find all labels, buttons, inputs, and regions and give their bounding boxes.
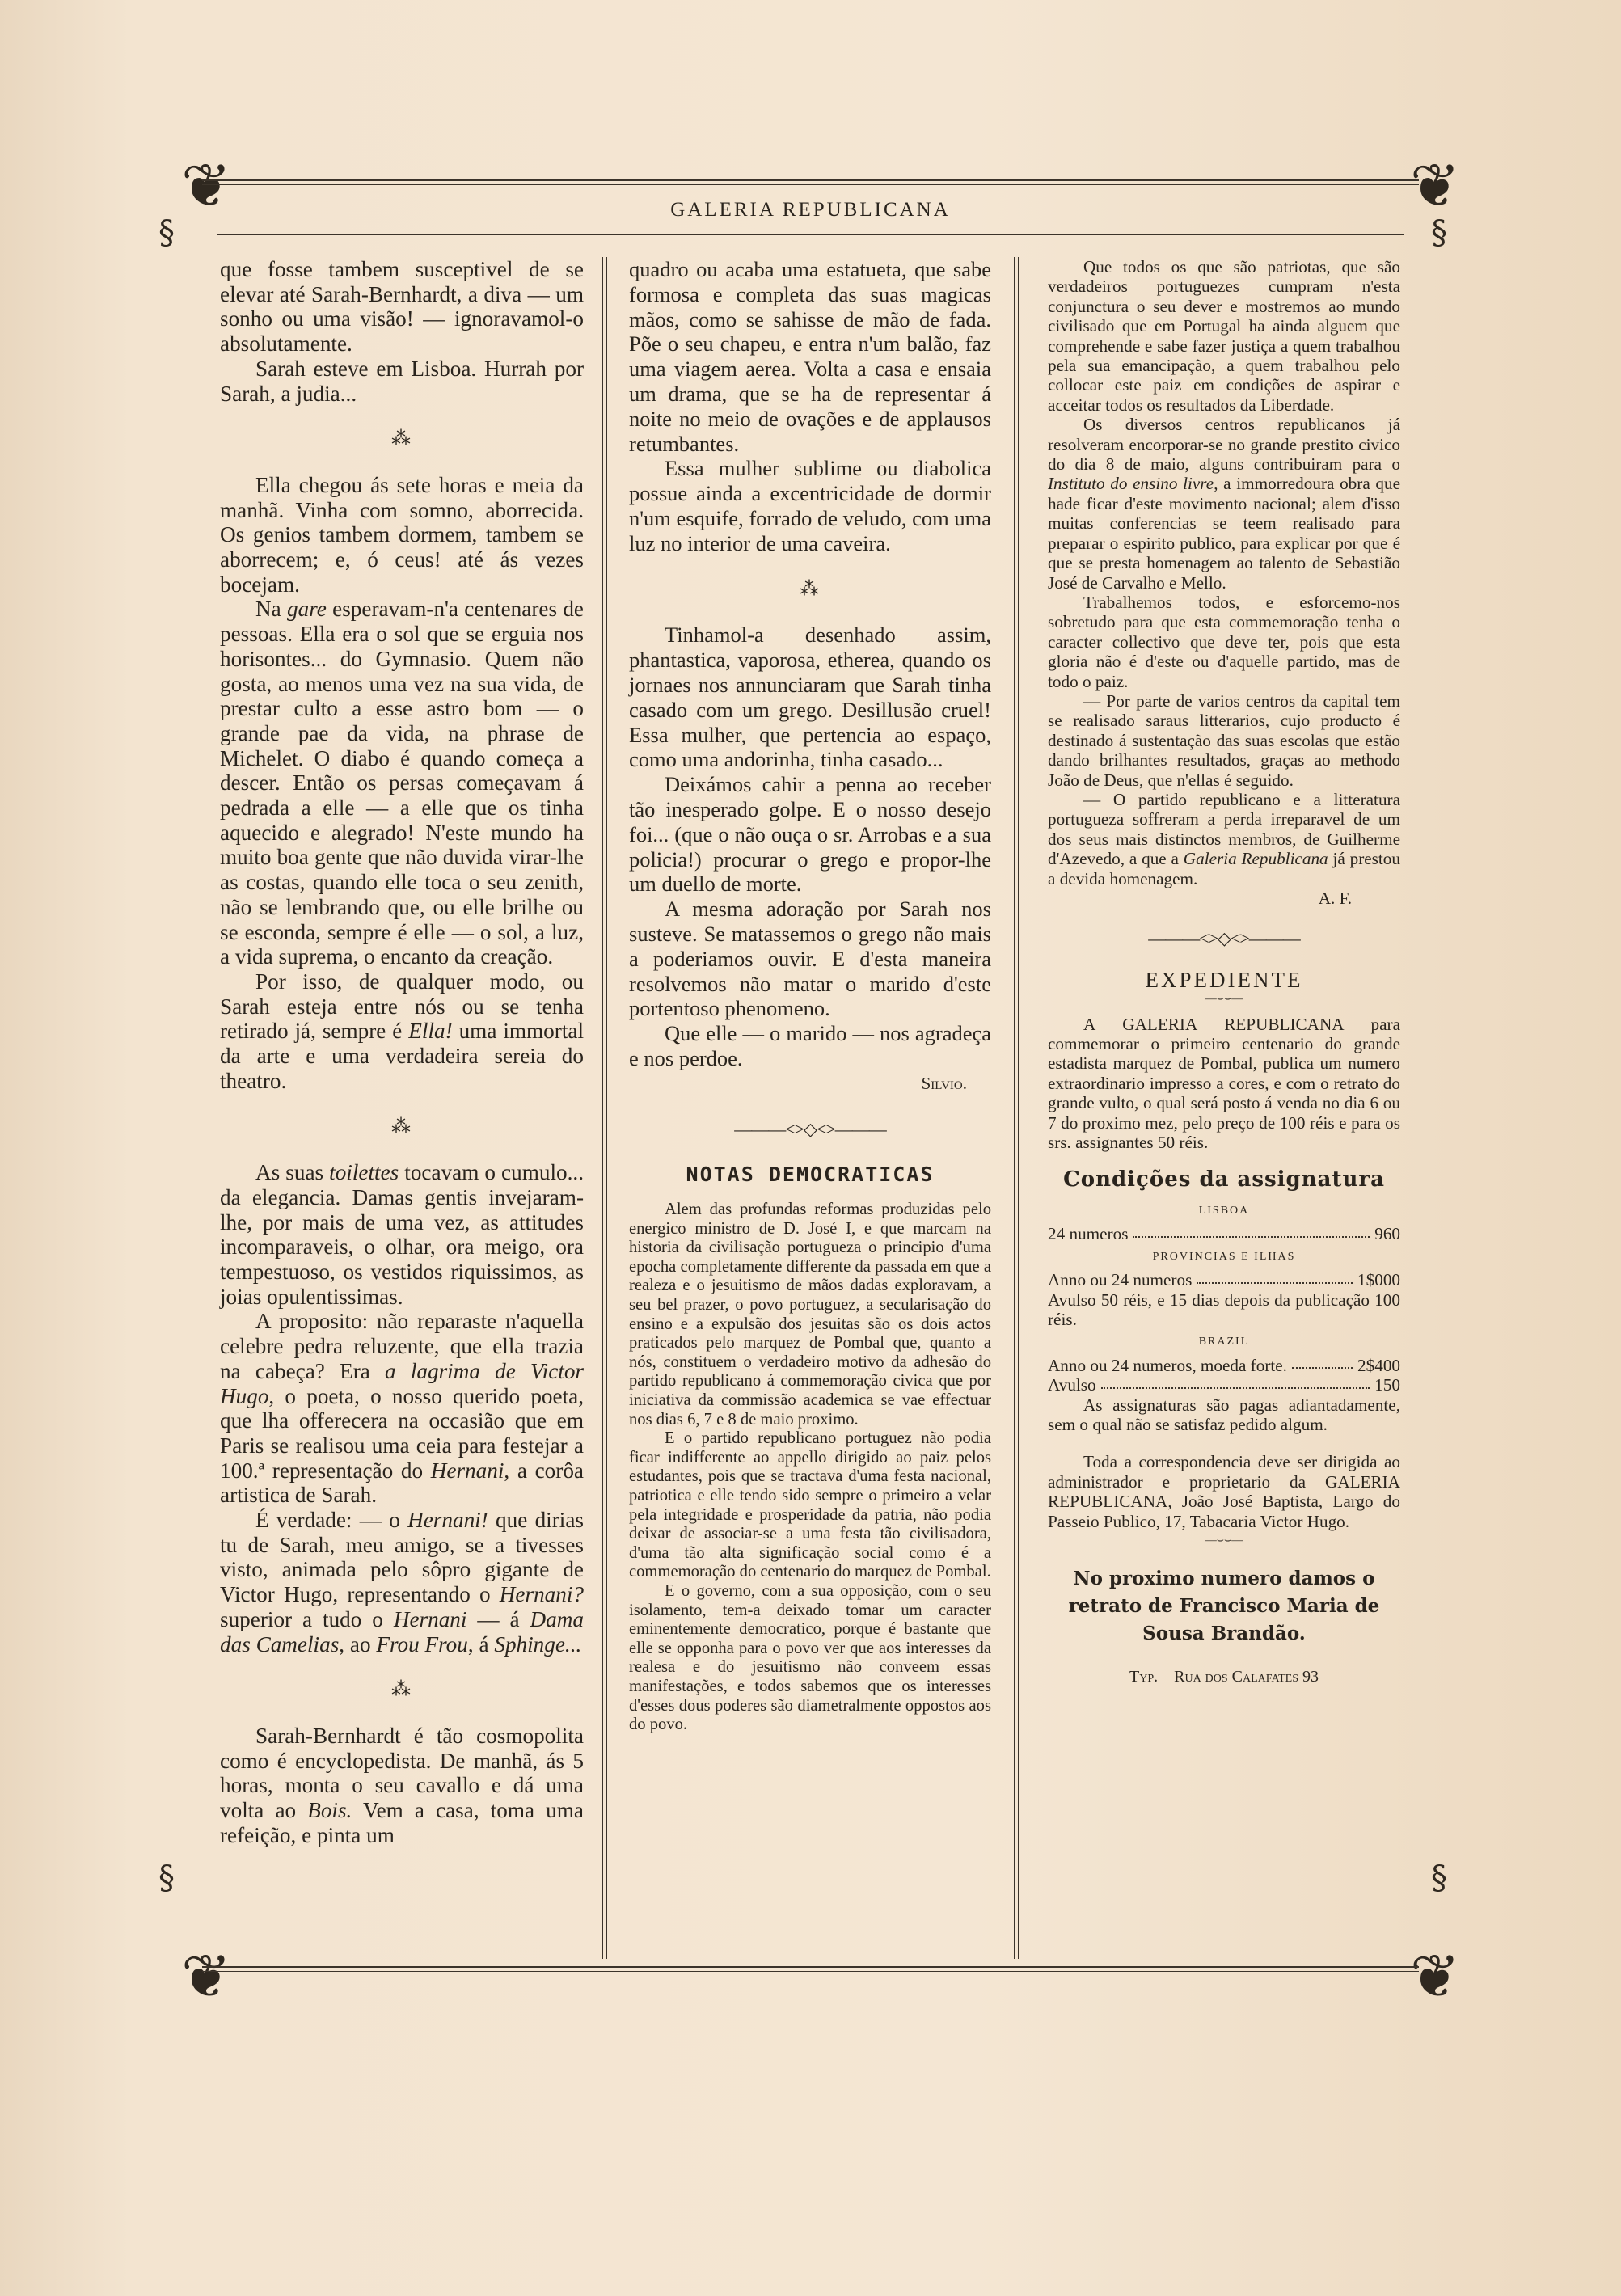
region-label: BRAZIL: [1198, 1336, 1250, 1348]
header-rule: [217, 234, 1404, 235]
printer-imprint: Typ.—Rua dos Calafates 93: [1129, 1668, 1319, 1686]
paragraph: que fosse tambem susceptivel de se elevar até Sarah-Bernhardt, a diva — um sonho ou uma visão! — ignoravamol-o absolutamente.: [220, 257, 584, 357]
paragraph: Que elle — o marido — nos agradeça e nos perdoe.: [629, 1021, 991, 1070]
column-3: [1048, 257, 1400, 1687]
region-label: LISBOA: [1198, 1204, 1250, 1217]
side-ornament-icon: §: [1431, 1859, 1447, 1897]
price-row: 24 numeros 960: [1048, 1224, 1400, 1244]
column-2: [629, 257, 991, 1735]
corner-ornament-bottom-right: ❦: [1409, 1942, 1460, 2011]
corner-ornament-top-right: ❦: [1409, 151, 1460, 221]
section-title-notas: NOTAS DEMOCRATICAS: [686, 1163, 935, 1187]
paragraph: Na gare esperavam-n'a centenares de pessoas. Ella era o sol que se erguia nos horisontes... do Gymnasio. Quem não gosta, ao menos uma vez na sua vida, de prestar culto a esse astro bom — o grande pae da vida, na phrase de Michelet. O diabo é quando começa a descer. Então os persas começavam á pedrada a elle — a elle que os tinha aquecido e alegrado! N'este mundo ha muito boa gente que não duvida virar-lhe as costas, quando elle toca o seu zenith, não se lembrando que, ou elle brilhe ou se esconda, sempre é elle — o sol, a luz, a vida suprema, o encanto da creação.: [220, 597, 584, 969]
signature: A. F.: [1318, 888, 1352, 908]
column-divider: [606, 257, 607, 1959]
asterism: ⁂: [391, 1116, 412, 1137]
paragraph: Essa mulher sublime ou diabolica possue ainda a excentricidade de dormir n'um esquife, forrado de veludo, com uma luz no interior de uma caveira.: [629, 456, 991, 555]
paragraph: Toda a correspondencia deve ser dirigida ao administrador e proprietario da GALERIA REPUBLICANA, João José Baptista, Largo do Passeio Publico, 17, Tabacaria Victor Hugo.: [1048, 1452, 1400, 1531]
paragraph: Tinhamol-a desenhado assim, phantastica, vaporosa, etherea, quando os jornaes nos annunciaram que Sarah tinha casado com um grego. Desillusão cruel! Essa mulher, que pertencia ao espaço, como uma andorinha, tinha casado...: [629, 623, 991, 772]
separator-ornament: ———<>◇<>———: [1148, 928, 1300, 949]
paragraph: Sarah-Bernhardt é tão cosmopolita como é encyclopedista. De manhã, ás 5 horas, monta o seu cavallo e dá uma volta ao Bois. Vem a casa, toma uma refeição, e pinta um: [220, 1723, 584, 1847]
paragraph: Trabalhemos todos, e esforcemo-nos sobretudo para que esta commemoração tenha o caracter collectivo que deve ter, pois que esta gloria não é d'este ou d'aquelle partido, mas de todo o paiz.: [1048, 592, 1400, 691]
separator-ornament: ———<>◇<>———: [734, 1118, 886, 1139]
paragraph: A mesma adoração por Sarah nos susteve. Se matassemos o grego não mais a poderiamos ouvir. E d'esta maneira resolvemos não matar o marido d'este portentoso phenomeno.: [629, 897, 991, 1021]
side-ornament-icon: §: [1431, 214, 1447, 251]
column-divider: [1014, 257, 1015, 1959]
paragraph: É verdade: — o Hernani! que dirias tu de Sarah, meu amigo, se a tivesses visto, animada pelo sôpro gigante de Victor Hugo, representando o Hernani? superior a tudo o Hernani — á Dama das Camelias, ao Frou Frou, á Sphinge...: [220, 1508, 584, 1657]
signature: Silvio.: [921, 1073, 967, 1093]
bottom-frame-rule: [202, 1966, 1419, 1968]
price-row: Anno ou 24 numeros, moeda forte. 2$400: [1048, 1355, 1400, 1375]
paragraph: As suas toilettes tocavam o cumulo... da elegancia. Damas gentis invejaram-lhe, por mais de uma vez, as attitudes incomparaveis, o olhar, ora meigo, ora tempestuoso, os vestidos riquissimos, as joias opulentissimas.: [220, 1160, 584, 1309]
paragraph: Deixámos cahir a penna ao receber tão inesperado golpe. E o nosso desejo foi... (que o não ouça o sr. Arrobas e a sua policia!) procurar o grego e propor-lhe um duello de morte.: [629, 772, 991, 897]
paragraph: Ella chegou ás sete horas e meia da manhã. Vinha com somno, aborrecida. Os genios tambem dormem, tambem se aborrecem; e, ó ceus! até ás vezes bocejam.: [220, 472, 584, 597]
price-row: Avulso 150: [1048, 1375, 1400, 1395]
paragraph: A proposito: não reparaste n'aquella celebre pedra reluzente, que ella trazia na cabeça? Era a lagrima de Victor Hugo, o poeta, o nosso querido poeta, que lha offerecera na occasião que em Paris se realisou uma ceia para festejar a 100.ª representação do Hernani, a corôa artistica de Sarah.: [220, 1309, 584, 1508]
asterism: ⁂: [391, 428, 412, 450]
paragraph: — O partido republicano e a litteratura portugueza soffreram a perda irreparavel de um dos seus mais distinctos membros, de Guilherme d'Azevedo, a que a Galeria Republicana já prestou a devida homenagem.: [1048, 789, 1400, 888]
section-title-expediente: EXPEDIENTE: [1145, 967, 1303, 992]
top-frame-rule: [202, 179, 1419, 181]
conditions-title: Condições da assignatura: [1063, 1167, 1385, 1192]
corner-ornament-bottom-left: ❦: [180, 1942, 231, 2011]
mini-ornament: —⌣⌣—: [1205, 993, 1243, 1006]
column-divider: [1018, 257, 1019, 1959]
paragraph: E o partido republicano portuguez não podia ficar indifferente ao appello dirigido ao paiz pelos estudantes, pois que se tractava d'uma festa nacional, patriotica e elle tendo sido sempre o primeiro a velar pela integridade e prosperidade da patria, não podia deixar de associar-se a uma festa tão civilisadora, d'uma tão alta significação social como é a commemoração do centenario do marquez de Pombal.: [629, 1429, 991, 1581]
paragraph: Sarah esteve em Lisboa. Hurrah por Sarah, a judia...: [220, 356, 584, 406]
paragraph: quadro ou acaba uma estatueta, que sabe formosa e completa das suas magicas mãos, como se sahisse de mão de fada. Põe o seu chapeu, e entra n'um balão, faz uma viagem aerea. Volta a casa e ensaia um drama, que se ha de representar á noite no meio de ovações e de applausos retumbantes.: [629, 257, 991, 456]
paragraph: Os diversos centros republicanos já resolveram encorporar-se no grande prestito civico do dia 8 de maio, alguns contribuiram para o Instituto do ensino livre, a immorredoura obra que hade ficar d'este movimento nacional; alem d'isso muitas conferencias se teem realisado para preparar o espirito publico, para explicar por que é que se presta homenagem ao talento de Sebastião José de Carvalho e Mello.: [1048, 415, 1400, 593]
paragraph: E o governo, com a sua opposição, com o seu isolamento, tem-a deixado tomar um caracter eminentemente democratico, porque é bastante que elle se opponha para o povo ver que aos interesses da realesa e do jesuitismo não conveem essas manifestações, e todos sabemos que os interesses d'esses dous poderes são diametralmente oppostos aos do povo.: [629, 1581, 991, 1734]
corner-ornament-top-left: ❦: [180, 151, 231, 221]
asterism: ⁂: [391, 1679, 412, 1701]
running-head-title: GALERIA REPUBLICANA: [670, 199, 951, 221]
next-issue-notice: No proximo numero damos o retrato de Francisco Maria de Sousa Brandão.: [1068, 1568, 1380, 1645]
paragraph: As assignaturas são pagas adiantadamente, sem o qual não se satisfaz pedido algum.: [1048, 1395, 1400, 1434]
price-row: Anno ou 24 numeros 1$000: [1048, 1270, 1400, 1290]
mini-ornament: —⌣⌣—: [1205, 1534, 1243, 1547]
region-label: PROVINCIAS E ILHAS: [1152, 1250, 1296, 1263]
paragraph: Alem das profundas reformas produzidas pelo energico ministro de D. José I, e que marcam na historia da civilisação portugueza o principio d'uma epocha completamente differente da passada em que a realeza e o jesuitismo de mãos dadas exploravam, a seu bel prazer, o povo portuguez, a secularisação do ensino e a expulsão dos jesuitas são os dois actos praticados pelo marquez de Pombal que, quanto a nós, constituem o verdadeiro motivo da adhesão do partido republicano á commemoração civica que por iniciativa da commissão academica se vae effectuar nos dias 6, 7 e 8 de maio proximo.: [629, 1201, 991, 1429]
side-ornament-icon: §: [158, 1859, 175, 1897]
side-ornament-icon: §: [158, 214, 175, 251]
paragraph: Avulso 50 réis, e 15 dias depois da publicação 100 réis.: [1048, 1289, 1400, 1329]
column-divider: [602, 257, 603, 1959]
paragraph: A GALERIA REPUBLICANA para commemorar o primeiro centenario do grande estadista marquez de Pombal, publica um numero extraordinario impresso a cores, e com o retrato do grande vulto, o qual será posto á venda no dia 6 ou 7 do proximo mez, pelo preço de 100 réis e para os srs. assignantes 50 réis.: [1048, 1014, 1400, 1153]
column-1: [220, 257, 584, 1847]
paragraph: — Por parte de varios centros da capital tem se realisado saraus litterarios, cujo producto é destinado á sustentação das suas escolas que estão dando brilhantes resultados, graças ao methodo João de Deus, que n'ellas é seguido.: [1048, 690, 1400, 790]
asterism: ⁂: [800, 578, 821, 600]
paragraph: Por isso, de qualquer modo, ou Sarah esteja entre nós ou se tenha retirado já, sempre é Ella! uma immortal da arte e uma verdadeira sereia do theatro.: [220, 969, 585, 1093]
paragraph: Que todos os que são patriotas, que são verdadeiros portuguezes cumpram n'esta conjunctura o seu dever e mostremos ao mundo civilisado que em Portugal ha ainda alguem que comprehende e sabe fazer justiça a quem trabalhou pela sua emancipação, a quem trabalhou pelo collocar este paiz em condições de aspirar e acceitar todos os resultados da Liberdade.: [1048, 257, 1400, 415]
